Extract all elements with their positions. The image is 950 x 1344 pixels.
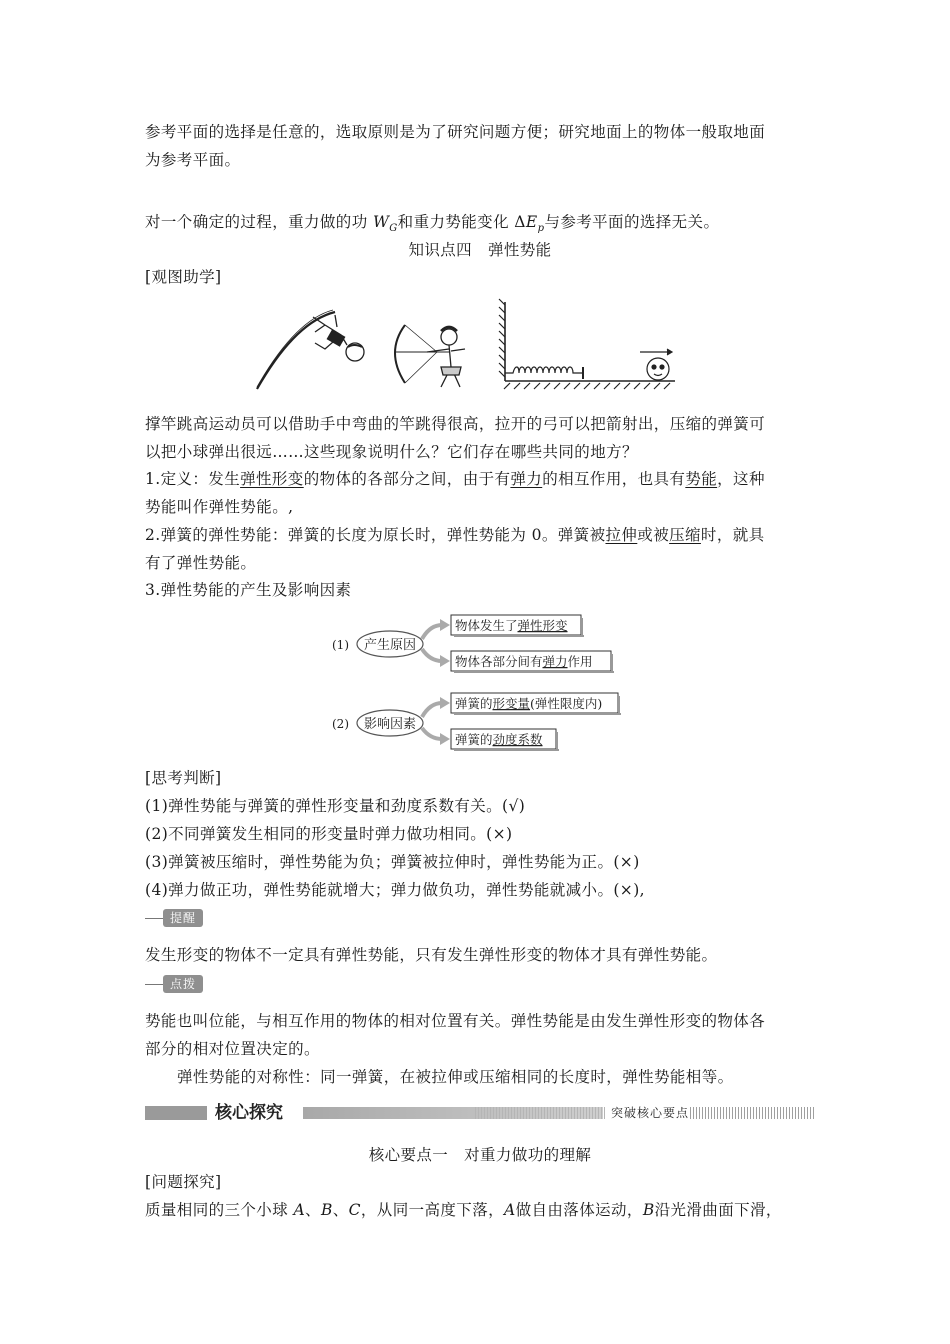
judgement-item: (2)不同弹簧发生相同的形变量时弹力做功相同。(×): [145, 825, 513, 843]
diagram-box-text: 物体发生了弹性形变: [455, 618, 568, 633]
subsection-label: [思考判断]: [145, 769, 222, 787]
diagram-node-label: 产生原因: [363, 638, 417, 653]
diagram-num: (2): [332, 717, 349, 731]
paragraph-line: 弹性势能的对称性：同一弹簧，在被拉伸或压缩相同的长度时，弹性势能相等。: [177, 1068, 734, 1086]
paragraph-line: 有了弹性势能。: [145, 554, 257, 572]
paragraph-line: 以把小球弹出很远……这些现象说明什么？它们存在哪些共同的地方？: [145, 443, 638, 461]
paragraph-line: 势能也叫位能，与相互作用的物体的相对位置有关。弹性势能是由发生弹性形变的物体各: [145, 1012, 766, 1030]
definition-line: 2.弹簧的弹性势能：弹簧的长度为原长时，弹性势能为 0。弹簧被拉伸或被压缩时，就具: [145, 526, 765, 544]
pole-vault-figure: [257, 310, 364, 389]
subsection-label: [观图助学]: [145, 268, 222, 286]
judgement-item: (4)弹力做正功，弹性势能就增大；弹力做负功，弹性势能就减小。(×),: [145, 881, 645, 899]
elastic-energy-illustration: [255, 297, 675, 393]
paragraph-line: 对一个确定的过程，重力做的功 $W_G$和重力势能变化 $\Delta E_p$与参考平面的选择无关。: [145, 213, 720, 235]
diagram-arrow: [422, 703, 442, 717]
definition-line: 1.定义：发生弹性形变的物体的各部分之间，由于有弹力的相互作用，也具有势能，这种: [145, 470, 765, 488]
diagram-box-text: 弹簧的形变量(弹性限度内): [455, 696, 603, 711]
diagram-num: (1): [332, 638, 349, 652]
dianbo-tag: [145, 975, 203, 993]
diagram-box-text: 弹簧的劲度系数: [455, 732, 543, 747]
dianbo-label: 点拨: [163, 975, 203, 993]
paragraph-line: 撑竿跳高运动员可以借助手中弯曲的竿跳得很高，拉开的弓可以把箭射出，压缩的弹簧可: [145, 415, 766, 433]
section-title: 核心要点一 对重力做功的理解: [368, 1146, 592, 1164]
subsection-label: [问题探究]: [145, 1173, 222, 1191]
archer-figure: [395, 325, 465, 387]
banner-subtitle: 突破核心要点: [611, 1106, 690, 1120]
banner-title: 核心探究: [215, 1103, 283, 1123]
judgement-item: (3)弹簧被压缩时，弹性势能为负；弹簧被拉伸时，弹性势能为正。(×): [145, 853, 640, 871]
paragraph-line: 势能叫作弹性势能。,: [145, 498, 294, 516]
diagram-arrow: [422, 728, 442, 739]
judgement-item: (1)弹性势能与弹簧的弹性形变量和劲度系数有关。(√): [145, 797, 526, 815]
paragraph-line: 部分的相对位置决定的。: [145, 1040, 320, 1058]
section-banner: [145, 1101, 815, 1125]
diagram-node-label: 影响因素: [363, 717, 417, 732]
section-title: 知识点四 弹性势能: [408, 241, 552, 259]
diagram-arrow: [422, 649, 442, 661]
paragraph-line: 为参考平面。: [145, 151, 241, 169]
diagram-box-text: 物体各部分间有弹力作用: [455, 654, 593, 669]
paragraph-line: 质量相同的三个小球 A、B、C，从同一高度下落，A做自由落体运动，B沿光滑曲面下滑，: [145, 1201, 782, 1219]
paragraph-line: 3.弹性势能的产生及影响因素: [145, 581, 352, 599]
elastic-energy-diagram: [330, 605, 630, 755]
paragraph-line: 参考平面的选择是任意的，选取原则是为了研究问题方便；研究地面上的物体一般取地面: [145, 123, 766, 141]
tixing-label: 提醒: [163, 909, 203, 927]
spring-ball-figure: [499, 299, 675, 389]
paragraph-line: 发生形变的物体不一定具有弹性势能，只有发生弹性形变的物体才具有弹性势能。: [145, 946, 718, 964]
diagram-arrow: [422, 625, 442, 639]
tixing-tag: [145, 909, 203, 927]
